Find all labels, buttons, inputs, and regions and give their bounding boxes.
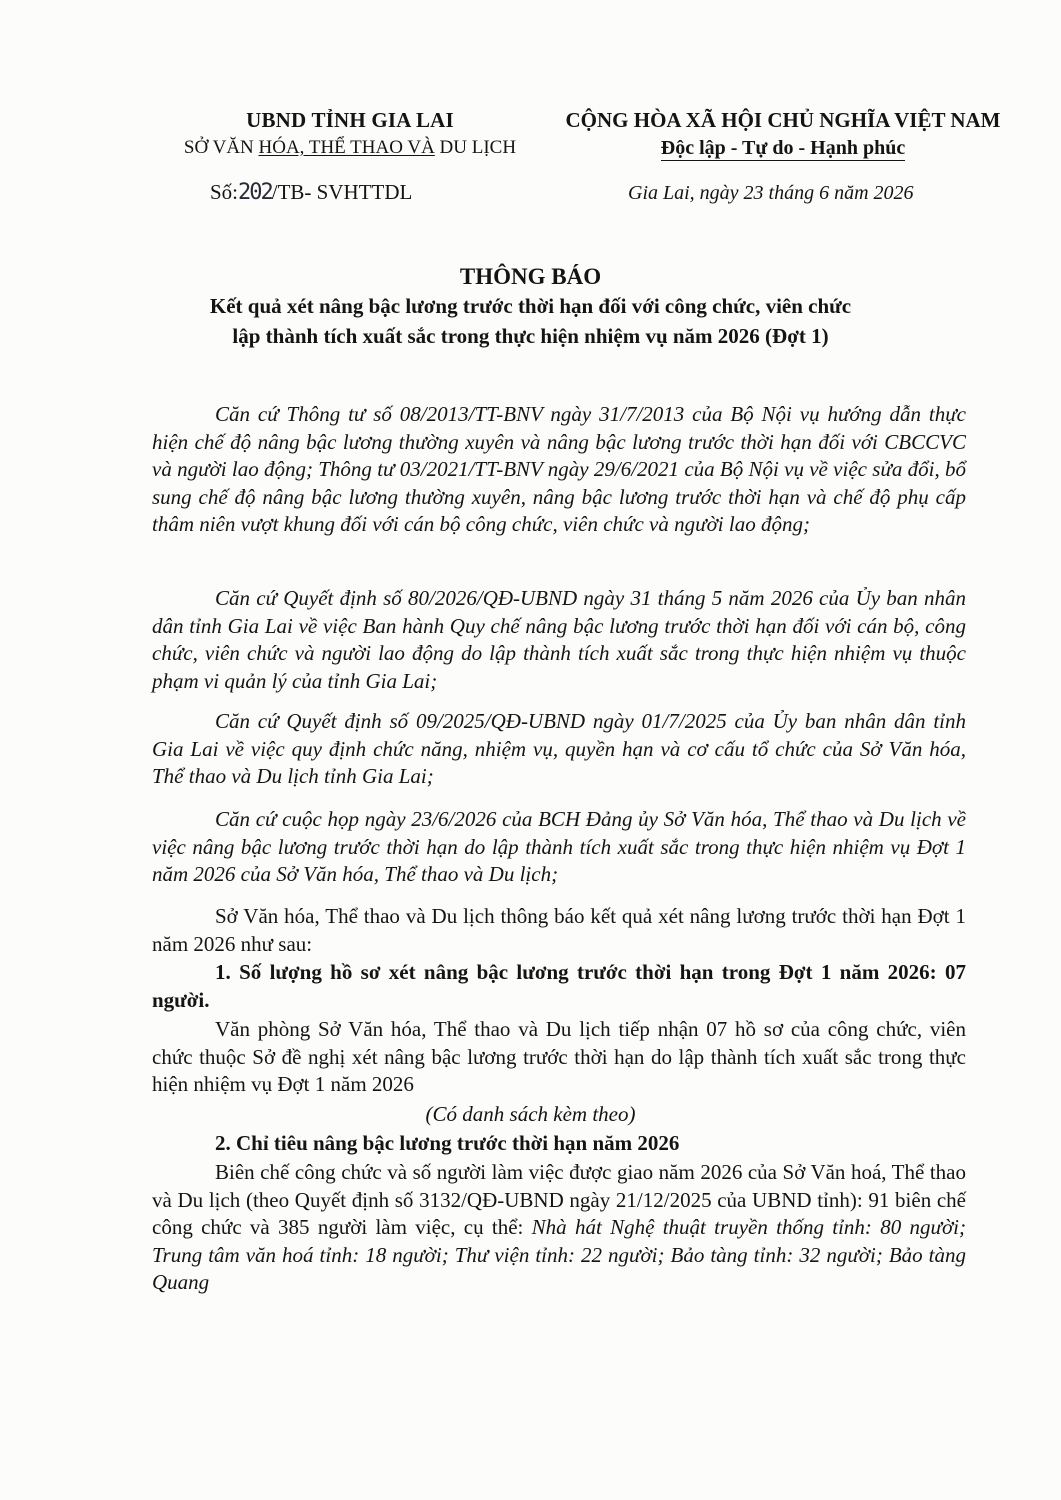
- national-motto: Độc lập - Tự do - Hạnh phúc: [660, 137, 906, 159]
- attached-list-note: (Có danh sách kèm theo): [425, 1102, 636, 1126]
- national-header: [548, 106, 1018, 162]
- provincial-committee-name: UBND TỈNH GIA LAI: [246, 108, 454, 132]
- section-1-text: Văn phòng Sở Văn hóa, Thể thao và Du lịch tiếp nhận 07 hồ sơ của công chức, viên chức thuộc Sở đề nghị xét nâng bậc lương trước thời hạn do lập thành tích xuất sắc trong thực hiện nhiệm vụ Đợt 1 năm 2026: [152, 1017, 966, 1097]
- nation-name: CỘNG HÒA XÃ HỘI CHỦ NGHĨA VIỆT NAM: [565, 108, 1001, 132]
- section-1-heading: 1. Số lượng hồ sơ xét nâng bậc lương trước thời hạn trong Đợt 1 năm 2026: 07 người.: [152, 960, 966, 1012]
- handwritten-number: 202: [238, 180, 272, 205]
- issuing-authority: [150, 106, 550, 162]
- document-title: THÔNG BÁO: [459, 264, 602, 289]
- legal-basis-2: Căn cứ Quyết định số 80/2026/QĐ-UBND ngày 31 tháng 5 năm 2026 của Ủy ban nhân dân tỉnh Gia Lai về việc Ban hành Quy chế nâng bậc lương trước thời hạn đối với cán bộ, công chức, viên chức và người lao động do lập thành tích xuất sắc trong thực hiện nhiệm vụ thuộc phạm vi quản lý của tỉnh Gia Lai;: [152, 586, 966, 693]
- document-subtitle-line1: Kết quả xét nâng bậc lương trước thời hạn đối với công chức, viên chức: [209, 294, 852, 318]
- legal-basis-4: Căn cứ cuộc họp ngày 23/6/2026 của BCH Đảng ủy Sở Văn hóa, Thể thao và Du lịch về việc nâng bậc lương trước thời hạn do lập thành tích xuất sắc trong thực hiện nhiệm vụ Đợt 1 năm 2026 của Sở Văn hóa, Thể thao và Du lịch;: [152, 807, 966, 887]
- intro-paragraph: Sở Văn hóa, Thể thao và Du lịch thông báo kết quả xét nâng lương trước thời hạn Đợt 1 năm 2026 như sau:: [152, 904, 966, 956]
- legal-basis-3: Căn cứ Quyết định số 09/2025/QĐ-UBND ngày 01/7/2025 của Ủy ban nhân dân tỉnh Gia Lai về việc quy định chức năng, nhiệm vụ, quyền hạn và cơ cấu tổ chức của Sở Văn hóa, Thể thao và Du lịch tỉnh Gia Lai;: [152, 709, 966, 789]
- legal-basis-1: Căn cứ Thông tư số 08/2013/TT-BNV ngày 31/7/2013 của Bộ Nội vụ hướng dẫn thực hiện chế độ nâng bậc lương thường xuyên và nâng bậc lương trước thời hạn đối với CBCCVC và người lao động; Thông tư 03/2021/TT-BNV ngày 29/6/2021 của Bộ Nội vụ về việc sửa đổi, bổ sung chế độ nâng bậc lương thường xuyên, nâng bậc lương trước thời hạn và chế độ phụ cấp thâm niên vượt khung đối với cán bộ công chức, viên chức và người lao động;: [152, 402, 966, 537]
- section-2-heading: 2. Chỉ tiêu nâng bậc lương trước thời hạn năm 2026: [215, 1131, 680, 1155]
- place-and-date: Gia Lai, ngày 23 tháng 6 năm 2026: [628, 182, 914, 204]
- document-subtitle-line2: lập thành tích xuất sắc trong thực hiện nhiệm vụ năm 2026 (Đợt 1): [232, 324, 829, 348]
- department-name: SỞ VĂN HÓA, THỂ THAO VÀ DU LỊCH: [183, 137, 517, 158]
- document-number: Số:202/TB- SVHTTDL: [210, 180, 413, 205]
- section-2-text: Biên chế công chức và số người làm việc được giao năm 2026 của Sở Văn hoá, Thể thao và Du lịch (theo Quyết định số 3132/QĐ-UBND ngày 21/12/2025 của UBND tỉnh): 91 biên chế công chức và 385 người làm việc, cụ thể: Nhà hát Nghệ thuật truyền thống tỉnh: 80 người; Trung tâm văn hoá tỉnh: 18 người; Thư viện tỉnh: 22 người; Bảo tàng tỉnh: 32 người; Bảo tàng Quang: [152, 1160, 966, 1295]
